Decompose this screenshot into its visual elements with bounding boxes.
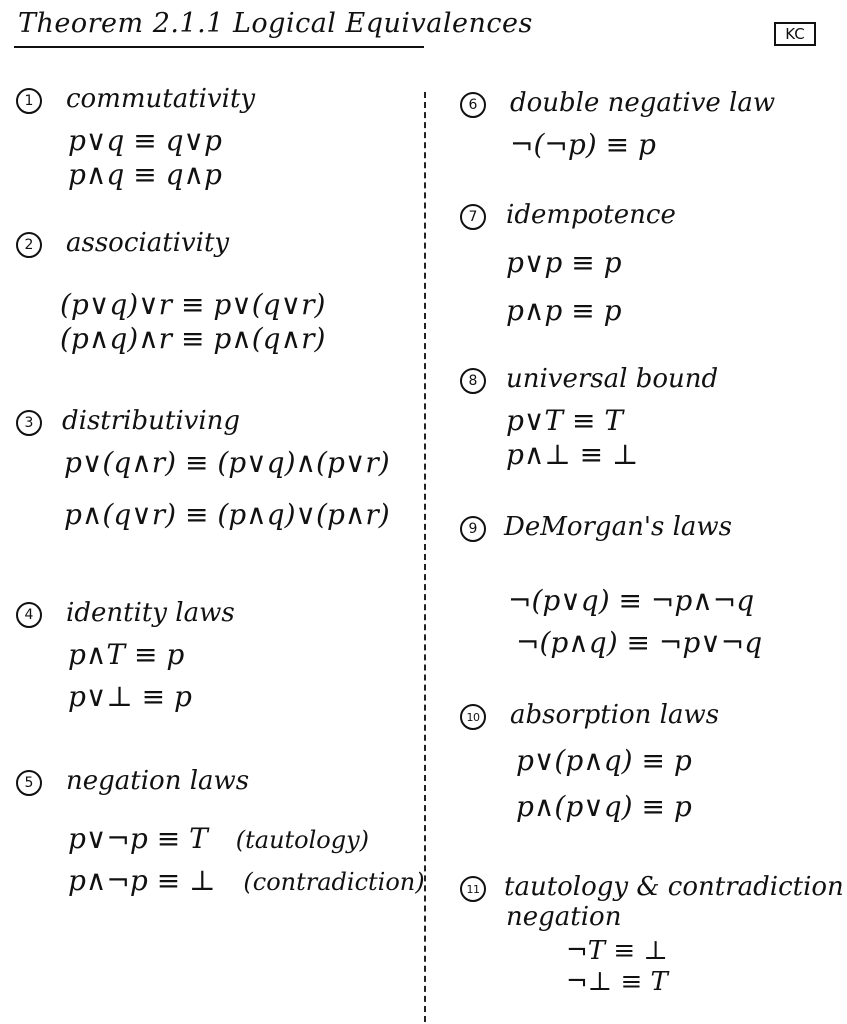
equivalence: ¬(¬p) ≡ p <box>510 128 656 161</box>
equivalence: ¬⊥ ≡ T <box>566 967 668 998</box>
equivalence: p∨⊥ ≡ p <box>68 679 192 713</box>
law-number: 9 <box>460 516 486 542</box>
law-name: associativity <box>66 228 230 258</box>
law-identity <box>16 598 235 713</box>
law-name: double negative law <box>510 88 776 118</box>
equivalence: p∨q ≡ q∨p <box>68 124 222 157</box>
equivalence: ¬T ≡ ⊥ <box>566 936 668 966</box>
law-number: 1 <box>16 88 42 114</box>
equivalence: p∧(p∨q) ≡ p <box>516 789 692 823</box>
page-title: Theorem 2.1.1 Logical Equivalences <box>18 8 533 39</box>
law-name: identity laws <box>66 598 235 628</box>
law-number: 3 <box>16 410 42 436</box>
law-number: 2 <box>16 232 42 258</box>
equivalence: p∧(q∨r) ≡ (p∧q)∨(p∧r) <box>64 497 390 531</box>
law-name: tautology & contradiction <box>504 872 844 902</box>
law-number: 6 <box>460 92 486 118</box>
equivalence-row <box>68 822 425 856</box>
law-tautology-contradiction-negation <box>460 872 844 998</box>
equivalence: p∨p ≡ p <box>506 246 622 279</box>
equivalence: p∧T ≡ p <box>68 638 185 671</box>
law-distributiving <box>16 406 390 531</box>
equivalence: p∧⊥ ≡ ⊥ <box>506 437 639 471</box>
equivalence: ¬(p∧q) ≡ ¬p∨¬q <box>516 625 763 659</box>
law-negation <box>16 766 425 897</box>
equivalence: (p∨q)∨r ≡ p∨(q∨r) <box>60 288 326 321</box>
law-name: commutativity <box>66 84 256 114</box>
equivalence: p∧p ≡ p <box>506 293 622 327</box>
law-idempotence <box>460 200 676 327</box>
equivalence: p∧¬p ≡ ⊥ <box>68 863 216 897</box>
law-number: 11 <box>460 876 486 902</box>
law-demorgan <box>460 512 762 659</box>
law-number: 8 <box>460 368 486 394</box>
law-name-continued: negation <box>506 902 622 932</box>
law-name: negation laws <box>66 766 250 796</box>
equivalence: p∨¬p ≡ T <box>68 822 208 855</box>
title-underline <box>14 46 424 48</box>
equivalence: ¬(p∨q) ≡ ¬p∧¬q <box>508 584 755 617</box>
law-number: 4 <box>16 602 42 628</box>
law-commutativity <box>16 84 256 191</box>
law-name: idempotence <box>506 200 676 230</box>
equivalence-row <box>68 864 425 898</box>
law-name: distributiving <box>62 406 241 436</box>
equivalence-note: (contradiction) <box>243 867 425 896</box>
law-universal-bound <box>460 364 719 471</box>
law-name: DeMorgan's laws <box>504 512 732 542</box>
law-name: absorption laws <box>510 700 720 730</box>
law-number: 7 <box>460 204 486 230</box>
law-absorption <box>460 700 720 823</box>
law-number: 5 <box>16 770 42 796</box>
law-double-negative <box>460 88 776 162</box>
equivalence-note: (tautology) <box>235 826 370 854</box>
law-number: 10 <box>460 704 486 730</box>
equivalence: p∧q ≡ q∧p <box>68 157 222 191</box>
equivalence: p∨T ≡ T <box>506 404 624 437</box>
equivalence: p∨(p∧q) ≡ p <box>516 744 692 777</box>
author-initials-badge: KC <box>774 22 816 46</box>
equivalence: (p∧q)∧r ≡ p∧(q∧r) <box>60 321 326 355</box>
equivalence: p∨(q∧r) ≡ (p∨q)∧(p∨r) <box>64 446 390 479</box>
law-associativity <box>16 228 325 355</box>
law-name: universal bound <box>506 364 719 394</box>
